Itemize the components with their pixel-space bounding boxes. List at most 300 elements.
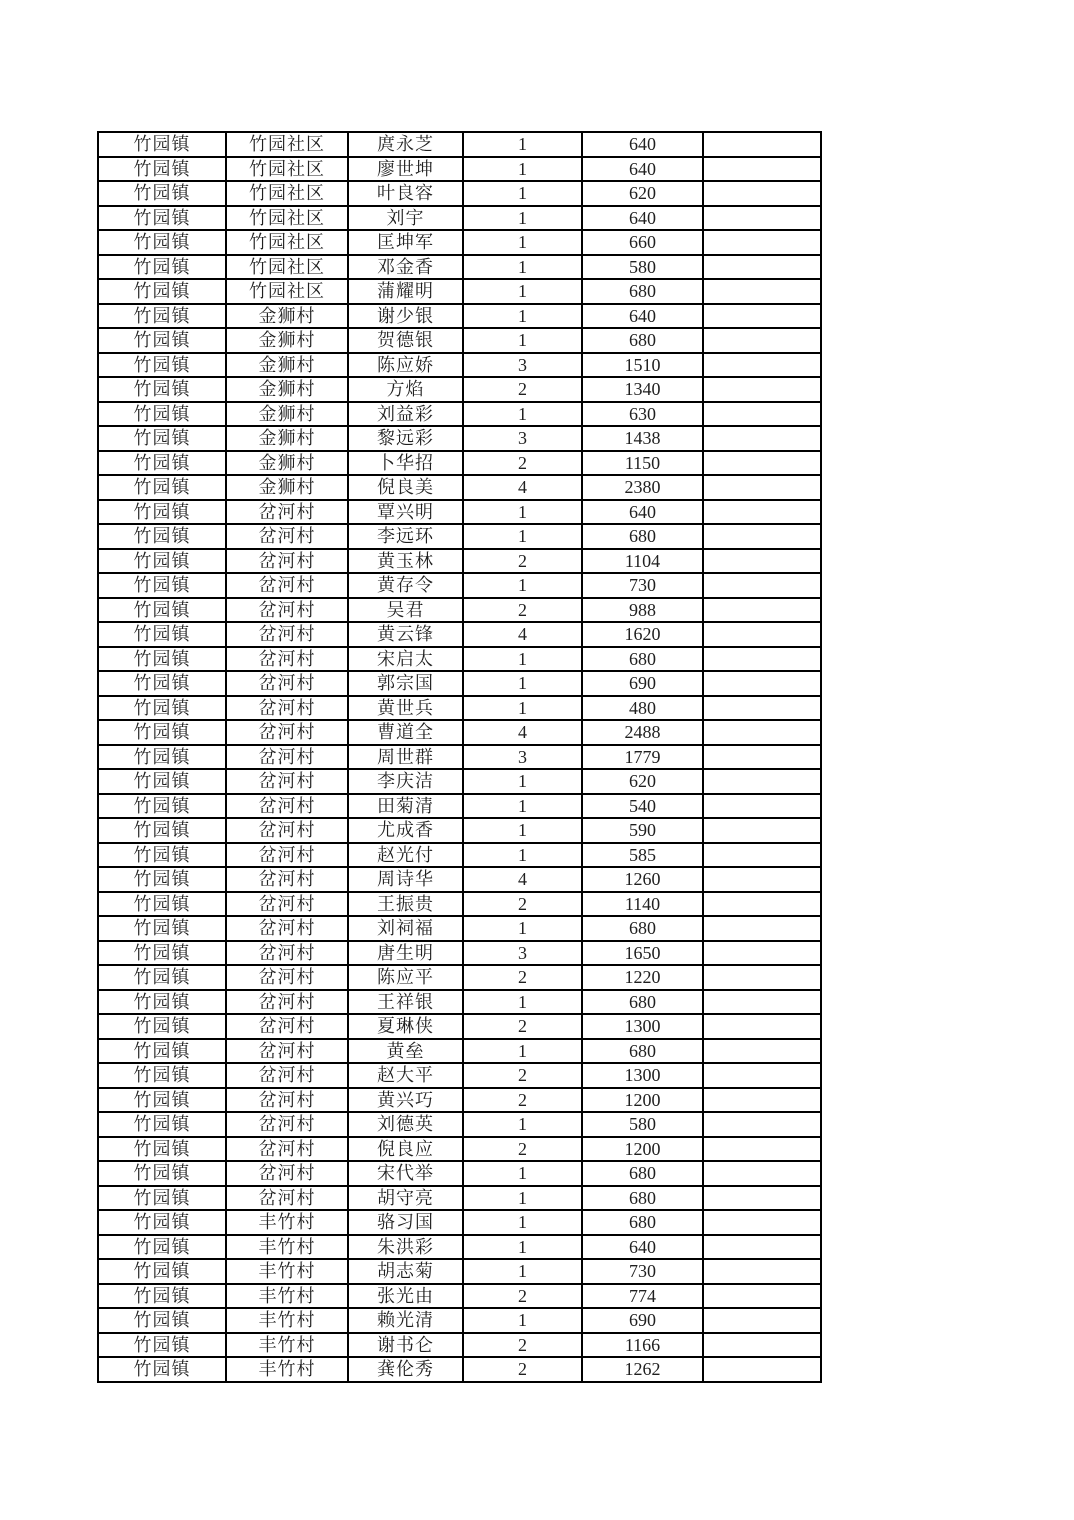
cell-village: 金狮村: [226, 475, 348, 500]
cell-name: 刘宇: [348, 206, 463, 231]
cell-name: 李远环: [348, 524, 463, 549]
cell-village: 金狮村: [226, 353, 348, 378]
cell-amount: 1779: [582, 745, 703, 770]
cell-town: 竹园镇: [98, 353, 226, 378]
cell-town: 竹园镇: [98, 941, 226, 966]
cell-blank: [703, 965, 821, 990]
cell-amount: 680: [582, 1210, 703, 1235]
cell-amount: 1510: [582, 353, 703, 378]
cell-town: 竹园镇: [98, 794, 226, 819]
cell-village: 竹园社区: [226, 279, 348, 304]
cell-name: 骆习国: [348, 1210, 463, 1235]
cell-village: 丰竹村: [226, 1333, 348, 1358]
cell-blank: [703, 990, 821, 1015]
cell-town: 竹园镇: [98, 1259, 226, 1284]
table-row: [98, 1014, 821, 1039]
cell-amount: 690: [582, 671, 703, 696]
cell-count: 1: [463, 328, 582, 353]
cell-village: 岔河村: [226, 549, 348, 574]
cell-village: 金狮村: [226, 426, 348, 451]
cell-blank: [703, 1284, 821, 1309]
cell-name: 赵光付: [348, 843, 463, 868]
table-row: [98, 916, 821, 941]
cell-town: 竹园镇: [98, 304, 226, 329]
cell-count: 2: [463, 1333, 582, 1358]
table-row: [98, 230, 821, 255]
cell-amount: 1220: [582, 965, 703, 990]
cell-village: 岔河村: [226, 1088, 348, 1113]
cell-amount: 580: [582, 1112, 703, 1137]
table-row: [98, 818, 821, 843]
cell-village: 岔河村: [226, 867, 348, 892]
cell-blank: [703, 328, 821, 353]
table-row: [98, 475, 821, 500]
cell-blank: [703, 132, 821, 157]
cell-blank: [703, 794, 821, 819]
cell-town: 竹园镇: [98, 549, 226, 574]
cell-blank: [703, 1210, 821, 1235]
cell-blank: [703, 818, 821, 843]
cell-count: 1: [463, 206, 582, 231]
cell-count: 1: [463, 500, 582, 525]
cell-amount: 2380: [582, 475, 703, 500]
cell-name: 黄垒: [348, 1039, 463, 1064]
table-row: [98, 647, 821, 672]
cell-count: 1: [463, 990, 582, 1015]
cell-village: 丰竹村: [226, 1259, 348, 1284]
cell-amount: 620: [582, 769, 703, 794]
cell-village: 竹园社区: [226, 181, 348, 206]
cell-town: 竹园镇: [98, 916, 226, 941]
cell-town: 竹园镇: [98, 206, 226, 231]
cell-amount: 660: [582, 230, 703, 255]
cell-village: 岔河村: [226, 941, 348, 966]
cell-blank: [703, 1112, 821, 1137]
cell-town: 竹园镇: [98, 745, 226, 770]
cell-name: 邓金香: [348, 255, 463, 280]
cell-town: 竹园镇: [98, 328, 226, 353]
cell-amount: 585: [582, 843, 703, 868]
cell-count: 1: [463, 769, 582, 794]
cell-name: 卜华招: [348, 451, 463, 476]
cell-amount: 580: [582, 255, 703, 280]
cell-blank: [703, 377, 821, 402]
cell-count: 2: [463, 1137, 582, 1162]
cell-amount: 690: [582, 1308, 703, 1333]
cell-town: 竹园镇: [98, 1161, 226, 1186]
table-row: [98, 279, 821, 304]
cell-amount: 1438: [582, 426, 703, 451]
cell-village: 金狮村: [226, 377, 348, 402]
cell-count: 1: [463, 181, 582, 206]
cell-count: 4: [463, 475, 582, 500]
cell-amount: 1300: [582, 1014, 703, 1039]
cell-name: 夏琳侠: [348, 1014, 463, 1039]
cell-count: 1: [463, 1308, 582, 1333]
cell-count: 2: [463, 377, 582, 402]
cell-blank: [703, 867, 821, 892]
cell-village: 岔河村: [226, 622, 348, 647]
cell-town: 竹园镇: [98, 843, 226, 868]
cell-name: 倪良应: [348, 1137, 463, 1162]
cell-amount: 640: [582, 132, 703, 157]
cell-count: 1: [463, 916, 582, 941]
cell-blank: [703, 1063, 821, 1088]
table-row: [98, 426, 821, 451]
cell-name: 宋代举: [348, 1161, 463, 1186]
cell-amount: 680: [582, 1039, 703, 1064]
cell-town: 竹园镇: [98, 696, 226, 721]
table-row: [98, 720, 821, 745]
cell-blank: [703, 1235, 821, 1260]
cell-town: 竹园镇: [98, 1333, 226, 1358]
cell-village: 竹园社区: [226, 230, 348, 255]
cell-amount: 1150: [582, 451, 703, 476]
cell-count: 3: [463, 353, 582, 378]
cell-blank: [703, 1039, 821, 1064]
cell-count: 1: [463, 1259, 582, 1284]
cell-count: 1: [463, 818, 582, 843]
cell-count: 2: [463, 549, 582, 574]
cell-name: 黄玉林: [348, 549, 463, 574]
cell-town: 竹园镇: [98, 475, 226, 500]
cell-amount: 1260: [582, 867, 703, 892]
table-row: [98, 598, 821, 623]
cell-town: 竹园镇: [98, 524, 226, 549]
cell-blank: [703, 1333, 821, 1358]
cell-count: 2: [463, 1014, 582, 1039]
table-row: [98, 451, 821, 476]
cell-amount: 2488: [582, 720, 703, 745]
cell-amount: 1104: [582, 549, 703, 574]
cell-count: 1: [463, 1186, 582, 1211]
cell-village: 竹园社区: [226, 206, 348, 231]
table-row: [98, 696, 821, 721]
cell-town: 竹园镇: [98, 181, 226, 206]
cell-amount: 1200: [582, 1088, 703, 1113]
cell-count: 1: [463, 255, 582, 280]
cell-amount: 774: [582, 1284, 703, 1309]
cell-town: 竹园镇: [98, 598, 226, 623]
cell-amount: 1140: [582, 892, 703, 917]
table-row: [98, 843, 821, 868]
cell-name: 胡守亮: [348, 1186, 463, 1211]
cell-blank: [703, 843, 821, 868]
cell-amount: 680: [582, 279, 703, 304]
cell-blank: [703, 549, 821, 574]
cell-town: 竹园镇: [98, 279, 226, 304]
cell-village: 岔河村: [226, 1137, 348, 1162]
cell-blank: [703, 647, 821, 672]
cell-village: 岔河村: [226, 598, 348, 623]
cell-count: 2: [463, 1357, 582, 1382]
cell-name: 周诗华: [348, 867, 463, 892]
cell-town: 竹园镇: [98, 1284, 226, 1309]
records-table: [97, 131, 822, 1383]
cell-count: 1: [463, 1039, 582, 1064]
cell-town: 竹园镇: [98, 818, 226, 843]
cell-count: 1: [463, 573, 582, 598]
cell-town: 竹园镇: [98, 230, 226, 255]
cell-blank: [703, 157, 821, 182]
cell-count: 3: [463, 941, 582, 966]
cell-amount: 640: [582, 157, 703, 182]
cell-count: 1: [463, 696, 582, 721]
cell-name: 匡坤军: [348, 230, 463, 255]
cell-name: 蒲耀明: [348, 279, 463, 304]
cell-village: 岔河村: [226, 647, 348, 672]
cell-village: 丰竹村: [226, 1357, 348, 1382]
cell-blank: [703, 941, 821, 966]
cell-blank: [703, 598, 821, 623]
cell-town: 竹园镇: [98, 426, 226, 451]
table-row: [98, 132, 821, 157]
cell-count: 1: [463, 279, 582, 304]
cell-count: 2: [463, 1284, 582, 1309]
cell-village: 丰竹村: [226, 1308, 348, 1333]
cell-name: 唐生明: [348, 941, 463, 966]
cell-name: 庹永芝: [348, 132, 463, 157]
cell-name: 陈应娇: [348, 353, 463, 378]
cell-count: 2: [463, 965, 582, 990]
cell-amount: 1650: [582, 941, 703, 966]
cell-village: 岔河村: [226, 671, 348, 696]
cell-town: 竹园镇: [98, 1308, 226, 1333]
cell-name: 谢少银: [348, 304, 463, 329]
cell-amount: 590: [582, 818, 703, 843]
cell-town: 竹园镇: [98, 720, 226, 745]
cell-town: 竹园镇: [98, 622, 226, 647]
cell-amount: 680: [582, 647, 703, 672]
cell-name: 张光由: [348, 1284, 463, 1309]
cell-amount: 1262: [582, 1357, 703, 1382]
table-row: [98, 1308, 821, 1333]
cell-town: 竹园镇: [98, 1235, 226, 1260]
cell-name: 朱洪彩: [348, 1235, 463, 1260]
cell-town: 竹园镇: [98, 892, 226, 917]
table-row: [98, 794, 821, 819]
cell-town: 竹园镇: [98, 671, 226, 696]
cell-name: 王祥银: [348, 990, 463, 1015]
cell-town: 竹园镇: [98, 402, 226, 427]
cell-name: 黄世兵: [348, 696, 463, 721]
table-row: [98, 1112, 821, 1137]
cell-count: 2: [463, 598, 582, 623]
cell-village: 丰竹村: [226, 1284, 348, 1309]
cell-blank: [703, 745, 821, 770]
table-row: [98, 1284, 821, 1309]
cell-count: 2: [463, 451, 582, 476]
cell-village: 丰竹村: [226, 1210, 348, 1235]
cell-blank: [703, 451, 821, 476]
cell-town: 竹园镇: [98, 157, 226, 182]
cell-town: 竹园镇: [98, 1210, 226, 1235]
cell-town: 竹园镇: [98, 1039, 226, 1064]
cell-town: 竹园镇: [98, 965, 226, 990]
cell-blank: [703, 622, 821, 647]
cell-village: 岔河村: [226, 720, 348, 745]
table-row: [98, 769, 821, 794]
table-row: [98, 402, 821, 427]
cell-name: 刘祠福: [348, 916, 463, 941]
cell-village: 金狮村: [226, 402, 348, 427]
cell-blank: [703, 1186, 821, 1211]
cell-count: 1: [463, 402, 582, 427]
table-row: [98, 1039, 821, 1064]
cell-amount: 680: [582, 328, 703, 353]
cell-village: 岔河村: [226, 1186, 348, 1211]
cell-name: 黄兴巧: [348, 1088, 463, 1113]
cell-name: 陈应平: [348, 965, 463, 990]
table-row: [98, 1333, 821, 1358]
cell-name: 倪良美: [348, 475, 463, 500]
cell-village: 金狮村: [226, 304, 348, 329]
table-row: [98, 965, 821, 990]
cell-blank: [703, 916, 821, 941]
cell-amount: 988: [582, 598, 703, 623]
cell-blank: [703, 769, 821, 794]
cell-count: 1: [463, 671, 582, 696]
cell-amount: 540: [582, 794, 703, 819]
cell-village: 岔河村: [226, 892, 348, 917]
cell-name: 曹道全: [348, 720, 463, 745]
cell-amount: 640: [582, 206, 703, 231]
cell-name: 胡志菊: [348, 1259, 463, 1284]
cell-town: 竹园镇: [98, 500, 226, 525]
cell-name: 赖光清: [348, 1308, 463, 1333]
table-row: [98, 1186, 821, 1211]
table-row: [98, 1161, 821, 1186]
cell-blank: [703, 500, 821, 525]
cell-village: 岔河村: [226, 524, 348, 549]
cell-blank: [703, 475, 821, 500]
cell-count: 2: [463, 892, 582, 917]
cell-amount: 680: [582, 524, 703, 549]
cell-count: 1: [463, 132, 582, 157]
cell-town: 竹园镇: [98, 377, 226, 402]
cell-village: 岔河村: [226, 769, 348, 794]
cell-amount: 730: [582, 1259, 703, 1284]
cell-blank: [703, 720, 821, 745]
cell-count: 1: [463, 304, 582, 329]
cell-name: 黄存令: [348, 573, 463, 598]
cell-count: 1: [463, 1112, 582, 1137]
cell-name: 叶良容: [348, 181, 463, 206]
cell-name: 贺德银: [348, 328, 463, 353]
cell-village: 金狮村: [226, 328, 348, 353]
cell-count: 1: [463, 1161, 582, 1186]
cell-name: 方焰: [348, 377, 463, 402]
table-row: [98, 867, 821, 892]
cell-count: 1: [463, 1210, 582, 1235]
cell-town: 竹园镇: [98, 1186, 226, 1211]
cell-count: 4: [463, 720, 582, 745]
cell-amount: 680: [582, 1186, 703, 1211]
cell-name: 郭宗国: [348, 671, 463, 696]
cell-blank: [703, 206, 821, 231]
cell-town: 竹园镇: [98, 769, 226, 794]
cell-count: 4: [463, 622, 582, 647]
cell-village: 岔河村: [226, 1112, 348, 1137]
cell-town: 竹园镇: [98, 1088, 226, 1113]
table-row: [98, 745, 821, 770]
cell-town: 竹园镇: [98, 1112, 226, 1137]
cell-count: 1: [463, 843, 582, 868]
cell-amount: 1300: [582, 1063, 703, 1088]
table-row: [98, 377, 821, 402]
cell-blank: [703, 402, 821, 427]
table-row: [98, 304, 821, 329]
cell-name: 吴君: [348, 598, 463, 623]
cell-village: 岔河村: [226, 573, 348, 598]
cell-name: 周世群: [348, 745, 463, 770]
table-row: [98, 671, 821, 696]
table-row: [98, 573, 821, 598]
table-row: [98, 941, 821, 966]
cell-blank: [703, 1161, 821, 1186]
cell-town: 竹园镇: [98, 990, 226, 1015]
cell-blank: [703, 181, 821, 206]
cell-village: 丰竹村: [226, 1235, 348, 1260]
cell-blank: [703, 573, 821, 598]
cell-amount: 640: [582, 500, 703, 525]
cell-amount: 640: [582, 1235, 703, 1260]
cell-count: 2: [463, 1063, 582, 1088]
cell-blank: [703, 1088, 821, 1113]
cell-amount: 1166: [582, 1333, 703, 1358]
cell-blank: [703, 671, 821, 696]
cell-town: 竹园镇: [98, 1357, 226, 1382]
cell-name: 黄云锋: [348, 622, 463, 647]
cell-blank: [703, 230, 821, 255]
cell-village: 岔河村: [226, 1039, 348, 1064]
cell-count: 2: [463, 1088, 582, 1113]
cell-name: 谢书仑: [348, 1333, 463, 1358]
cell-blank: [703, 1259, 821, 1284]
cell-town: 竹园镇: [98, 1137, 226, 1162]
cell-village: 岔河村: [226, 1161, 348, 1186]
cell-blank: [703, 279, 821, 304]
cell-amount: 680: [582, 916, 703, 941]
cell-village: 岔河村: [226, 1063, 348, 1088]
cell-blank: [703, 255, 821, 280]
cell-blank: [703, 426, 821, 451]
cell-town: 竹园镇: [98, 647, 226, 672]
table-row: [98, 1137, 821, 1162]
cell-count: 1: [463, 794, 582, 819]
cell-village: 竹园社区: [226, 255, 348, 280]
table-row: [98, 1063, 821, 1088]
cell-amount: 640: [582, 304, 703, 329]
table-row: [98, 181, 821, 206]
cell-town: 竹园镇: [98, 573, 226, 598]
table-row: [98, 328, 821, 353]
cell-village: 岔河村: [226, 794, 348, 819]
cell-blank: [703, 1308, 821, 1333]
cell-blank: [703, 1014, 821, 1039]
cell-village: 金狮村: [226, 451, 348, 476]
cell-village: 竹园社区: [226, 157, 348, 182]
cell-blank: [703, 892, 821, 917]
table-row: [98, 549, 821, 574]
table-row: [98, 353, 821, 378]
cell-count: 1: [463, 647, 582, 672]
cell-blank: [703, 1357, 821, 1382]
table-row: [98, 1210, 821, 1235]
cell-village: 岔河村: [226, 1014, 348, 1039]
cell-village: 岔河村: [226, 696, 348, 721]
table-row: [98, 157, 821, 182]
